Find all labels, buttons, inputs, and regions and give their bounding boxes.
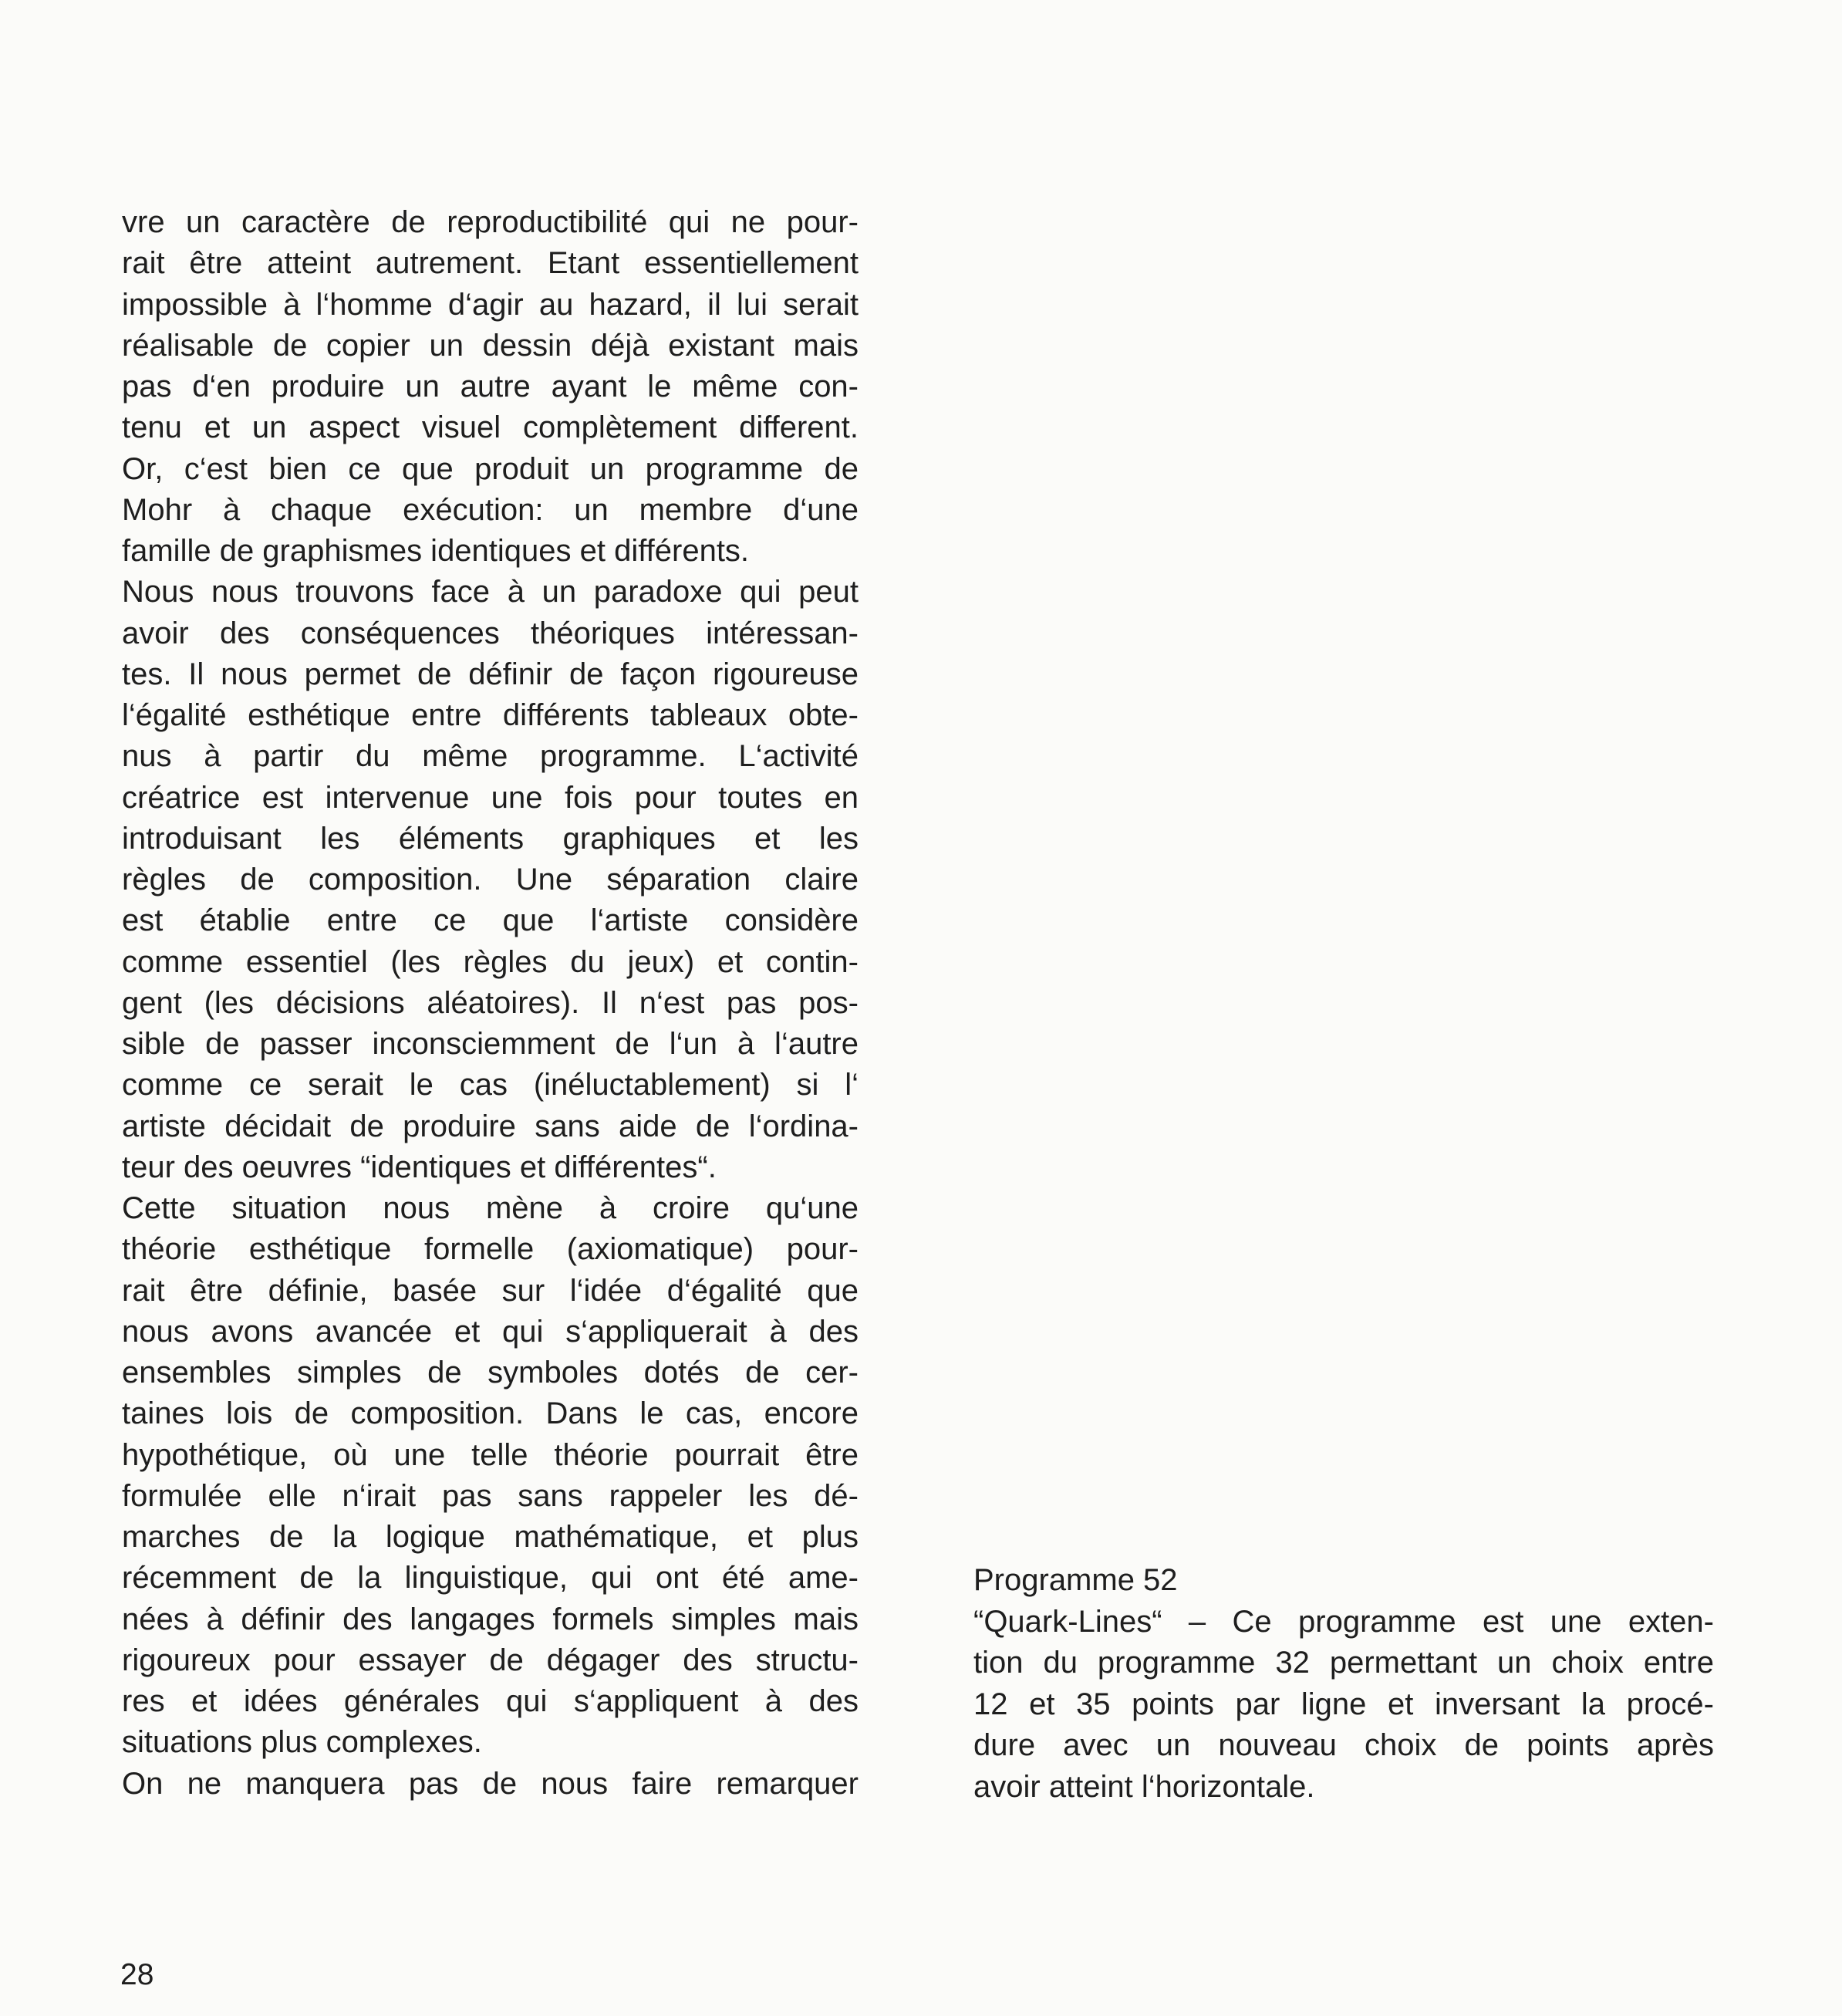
body-text-line: Or, c‘est bien ce que produit un programme de — [122, 451, 859, 486]
body-text-line: formulée elle n‘irait pas sans rappeler les dé- — [122, 1478, 859, 1513]
body-text-line: nus à partir du même programme. L‘activité — [122, 739, 859, 774]
body-text-line: rigoureux pour essayer de dégager des structu- — [122, 1643, 859, 1677]
body-text-line: tenu et un aspect visuel complètement different. — [122, 410, 859, 445]
caption-line: dure avec un nouveau choix de points après — [973, 1728, 1714, 1762]
caption-line: 12 et 35 points par ligne et inversant la procé- — [973, 1687, 1714, 1721]
body-text-line: l‘égalité esthétique entre différents tableaux obte- — [122, 698, 859, 732]
body-text-line: On ne manquera pas de nous faire remarquer — [122, 1766, 859, 1801]
body-text-line: comme ce serait le cas (inéluctablement) si l‘ — [122, 1068, 859, 1103]
body-text-line: comme essentiel (les règles du jeux) et contin- — [122, 944, 859, 979]
body-text-line: vre un caractère de reproductibilité qui ne pour- — [122, 205, 859, 239]
body-text-line: réalisable de copier un dessin déjà existant mais — [122, 328, 859, 363]
body-text-line: marches de la logique mathématique, et plus — [122, 1520, 859, 1554]
caption-line: “Quark-Lines“ – Ce programme est une exten- — [973, 1604, 1714, 1639]
body-text-line: rait être définie, basée sur l‘idée d‘égalité que — [122, 1273, 859, 1308]
main-text-column — [122, 202, 859, 1805]
body-text-line: sible de passer inconsciemment de l‘un à l‘autre — [122, 1027, 859, 1061]
body-text-line: nous avons avancée et qui s‘appliquerait à des — [122, 1314, 859, 1349]
body-text-line: taines lois de composition. Dans le cas, encore — [122, 1396, 859, 1431]
body-text-line: est établie entre ce que l‘artiste considère — [122, 903, 859, 938]
body-text-line: gent (les décisions aléatoires). Il n‘est pas pos- — [122, 985, 859, 1020]
body-text-line: avoir des conséquences théoriques intéressan- — [122, 616, 859, 650]
body-text-line: Nous nous trouvons face à un paradoxe qui peut — [122, 575, 859, 610]
body-text-line: règles de composition. Une séparation claire — [122, 863, 859, 897]
body-text-line: Mohr à chaque exécution: un membre d‘une — [122, 492, 859, 527]
body-text-line: ensembles simples de symboles dotés de cer- — [122, 1356, 859, 1390]
body-text-line: situations plus complexes. — [122, 1725, 482, 1760]
body-text-line: Cette situation nous mène à croire qu‘une — [122, 1191, 859, 1225]
body-text-line: impossible à l‘homme d‘agir au hazard, il lui serait — [122, 287, 859, 322]
body-text-line: récemment de la linguistique, qui ont été ame- — [122, 1561, 859, 1596]
body-text-line: introduisant les éléments graphiques et les — [122, 821, 859, 856]
body-text-line: nées à définir des langages formels simples mais — [122, 1602, 859, 1636]
body-text-line: rait être atteint autrement. Etant essentiellement — [122, 246, 859, 281]
caption-title: Programme 52 — [973, 1563, 1178, 1597]
page-number: 28 — [120, 1958, 154, 1991]
body-text-line: famille de graphismes identiques et différents. — [122, 534, 750, 568]
body-text-line: pas d‘en produire un autre ayant le même con- — [122, 370, 859, 404]
body-text-line: res et idées générales qui s‘appliquent à des — [122, 1684, 859, 1718]
body-text-line: artiste décidait de produire sans aide de l‘ordina- — [122, 1109, 859, 1143]
caption-body — [973, 1602, 1714, 1808]
body-text-line: tes. Il nous permet de définir de façon rigoureuse — [122, 657, 859, 691]
figure-caption — [973, 1560, 1714, 1808]
caption-line: avoir atteint l‘horizontale. — [973, 1769, 1315, 1804]
body-text-line: hypothétique, où une telle théorie pourrait être — [122, 1437, 859, 1472]
body-text-line: créatrice est intervenue une fois pour toutes en — [122, 780, 859, 815]
body-text-line: théorie esthétique formelle (axiomatique) pour- — [122, 1232, 859, 1267]
body-text-line: teur des oeuvres “identiques et différentes“. — [122, 1150, 717, 1184]
caption-line: tion du programme 32 permettant un choix entre — [973, 1646, 1714, 1680]
